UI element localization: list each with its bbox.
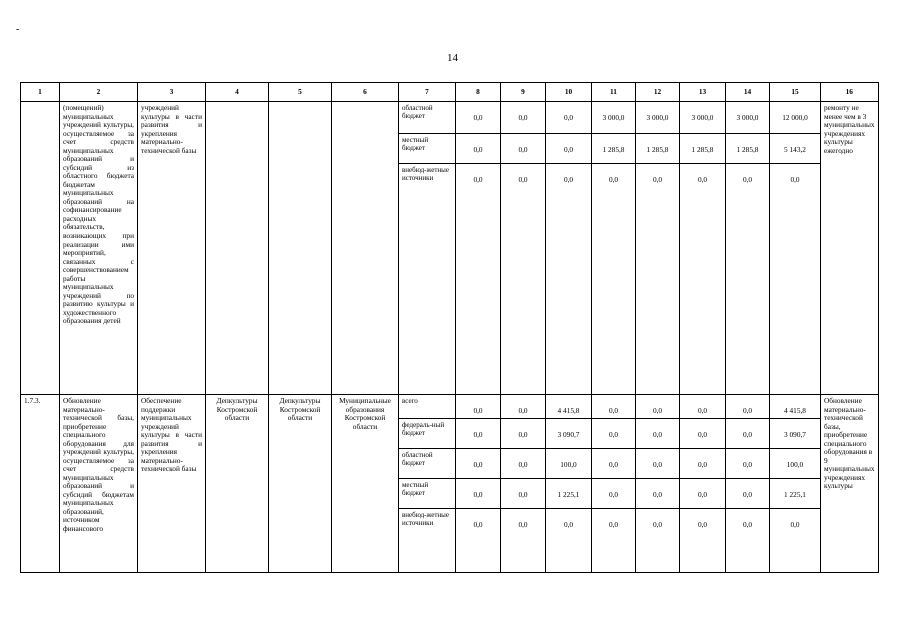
value-cell: 3 000,0 bbox=[636, 102, 680, 134]
value-cell: 0,0 bbox=[501, 478, 546, 508]
measure-goal: учреждений культуры в части развития и укрепления материально-технической базы bbox=[138, 102, 206, 395]
value-cell: 0,0 bbox=[501, 448, 546, 478]
value-cell: 0,0 bbox=[501, 164, 546, 395]
page-number: 14 bbox=[447, 52, 458, 64]
value-cell: 3 000,0 bbox=[680, 102, 726, 134]
measure-result: ремонту не менее чем в 3 муниципальных учреждениях культуры ежегодно bbox=[821, 102, 879, 395]
column-header: 16 bbox=[821, 83, 879, 102]
col-4 bbox=[206, 102, 269, 395]
value-cell: 1 225,1 bbox=[546, 478, 592, 508]
value-cell: 0,0 bbox=[636, 418, 680, 448]
value-cell: 1 285,8 bbox=[636, 134, 680, 164]
row-number bbox=[21, 102, 60, 395]
measure-description: Обновление материально-технической базы, приобретение специального оборудования для учреждений культуры, осуществляемое за счет средств муниципальных образований и субсидий бюджетам муниципальных образований, источником финансового bbox=[60, 395, 138, 573]
value-cell: 0,0 bbox=[726, 395, 770, 419]
column-header: 15 bbox=[770, 83, 821, 102]
page-mark: - bbox=[16, 24, 20, 35]
value-cell: 0,0 bbox=[680, 164, 726, 395]
funding-source: областной бюджет bbox=[399, 448, 456, 478]
value-cell: 0,0 bbox=[726, 478, 770, 508]
value-cell: 0,0 bbox=[546, 508, 592, 572]
column-header: 14 bbox=[726, 83, 770, 102]
value-cell: 0,0 bbox=[546, 164, 592, 395]
value-cell: 1 285,8 bbox=[726, 134, 770, 164]
column-header: 5 bbox=[269, 83, 332, 102]
value-cell: 3 090,7 bbox=[546, 418, 592, 448]
column-header: 11 bbox=[592, 83, 636, 102]
funding-source: местный бюджет bbox=[399, 134, 456, 164]
value-cell: 0,0 bbox=[726, 418, 770, 448]
header-row bbox=[21, 83, 879, 102]
funding-source: областной бюджет bbox=[399, 102, 456, 134]
value-cell: 3 090,7 bbox=[770, 418, 821, 448]
value-cell: 0,0 bbox=[592, 448, 636, 478]
value-cell: 1 285,8 bbox=[592, 134, 636, 164]
value-cell: 0,0 bbox=[456, 102, 501, 134]
column-header: 3 bbox=[138, 83, 206, 102]
funding-source: федераль-ный бюджет bbox=[399, 418, 456, 448]
measure-result: Обновление материально-технической базы, приобретение специального оборудования в 9 муниципальных учреждениях культуры bbox=[821, 395, 879, 573]
column-header: 13 bbox=[680, 83, 726, 102]
value-cell: 3 000,0 bbox=[726, 102, 770, 134]
value-cell: 0,0 bbox=[680, 395, 726, 419]
value-cell: 0,0 bbox=[770, 508, 821, 572]
value-cell: 0,0 bbox=[636, 478, 680, 508]
value-cell: 0,0 bbox=[592, 478, 636, 508]
value-cell: 0,0 bbox=[726, 164, 770, 395]
funding-source: местный бюджет bbox=[399, 478, 456, 508]
column-header: 4 bbox=[206, 83, 269, 102]
value-cell: 0,0 bbox=[501, 134, 546, 164]
value-cell: 0,0 bbox=[456, 508, 501, 572]
column-header: 7 bbox=[399, 83, 456, 102]
value-cell: 0,0 bbox=[501, 418, 546, 448]
value-cell: 0,0 bbox=[546, 102, 592, 134]
measure-goal: Обеспечение поддержки муниципальных учреждений культуры в части развития и укрепления материально-технической базы bbox=[138, 395, 206, 573]
participants: Муниципальные образования Костромской области bbox=[332, 395, 399, 573]
column-header: 12 bbox=[636, 83, 680, 102]
funding-source: всего bbox=[399, 395, 456, 419]
value-cell: 1 225,1 bbox=[770, 478, 821, 508]
table-row bbox=[21, 102, 879, 134]
responsible: Депкультуры Костромской области bbox=[269, 395, 332, 573]
column-header: 10 bbox=[546, 83, 592, 102]
value-cell: 0,0 bbox=[592, 508, 636, 572]
value-cell: 0,0 bbox=[456, 448, 501, 478]
value-cell: 0,0 bbox=[680, 508, 726, 572]
value-cell: 0,0 bbox=[456, 134, 501, 164]
value-cell: 5 143,2 bbox=[770, 134, 821, 164]
column-header: 9 bbox=[501, 83, 546, 102]
value-cell: 3 000,0 bbox=[592, 102, 636, 134]
column-header: 1 bbox=[21, 83, 60, 102]
value-cell: 100,0 bbox=[546, 448, 592, 478]
value-cell: 0,0 bbox=[592, 418, 636, 448]
value-cell: 0,0 bbox=[726, 448, 770, 478]
value-cell: 0,0 bbox=[501, 395, 546, 419]
value-cell: 100,0 bbox=[770, 448, 821, 478]
value-cell: 0,0 bbox=[456, 478, 501, 508]
value-cell: 0,0 bbox=[636, 448, 680, 478]
value-cell: 0,0 bbox=[636, 508, 680, 572]
measure-description: (помещений) муниципальных учреждений культуры, осуществляемое за счет средств муниципальных образований и субсидий из областного бюджета бюджетам муниципальных образований на софинансирование расходных обязательств, возникающих при реализации ими мероприятий, связанных с совершенствованием работы муниципальных учреждений по развитию культуры и художественного образования детей bbox=[60, 102, 138, 395]
value-cell: 0,0 bbox=[592, 164, 636, 395]
column-header: 8 bbox=[456, 83, 501, 102]
value-cell: 0,0 bbox=[726, 508, 770, 572]
value-cell: 0,0 bbox=[501, 508, 546, 572]
value-cell: 0,0 bbox=[456, 164, 501, 395]
column-header: 2 bbox=[60, 83, 138, 102]
executor: Депкультуры Костромской области bbox=[206, 395, 269, 573]
value-cell: 4 415,8 bbox=[546, 395, 592, 419]
value-cell: 0,0 bbox=[456, 418, 501, 448]
value-cell: 0,0 bbox=[546, 134, 592, 164]
value-cell: 0,0 bbox=[680, 448, 726, 478]
col-6 bbox=[332, 102, 399, 395]
value-cell: 0,0 bbox=[636, 164, 680, 395]
table-row bbox=[21, 395, 879, 419]
column-header: 6 bbox=[332, 83, 399, 102]
row-number: 1.7.3. bbox=[21, 395, 60, 573]
col-5 bbox=[269, 102, 332, 395]
value-cell: 4 415,8 bbox=[770, 395, 821, 419]
funding-source: внебюд-жетные источники bbox=[399, 508, 456, 572]
table-body bbox=[21, 83, 879, 573]
value-cell: 0,0 bbox=[680, 418, 726, 448]
value-cell: 0,0 bbox=[592, 395, 636, 419]
value-cell: 0,0 bbox=[770, 164, 821, 395]
value-cell: 12 000,0 bbox=[770, 102, 821, 134]
program-table bbox=[20, 82, 879, 573]
value-cell: 0,0 bbox=[501, 102, 546, 134]
value-cell: 0,0 bbox=[680, 478, 726, 508]
value-cell: 1 285,8 bbox=[680, 134, 726, 164]
value-cell: 0,0 bbox=[456, 395, 501, 419]
value-cell: 0,0 bbox=[636, 395, 680, 419]
funding-source: внебюд-жетные источники bbox=[399, 164, 456, 395]
